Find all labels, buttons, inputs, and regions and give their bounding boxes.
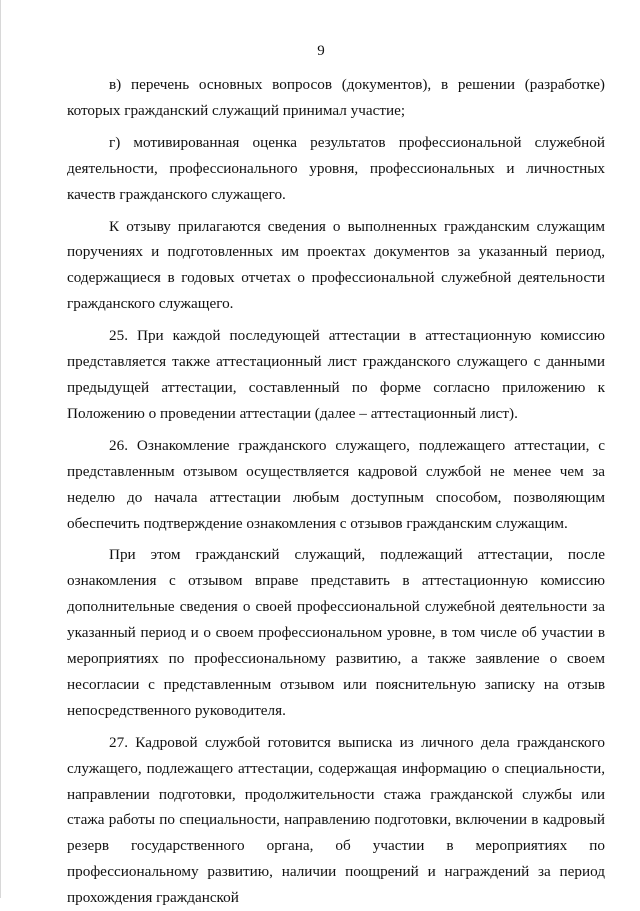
paragraph-item-v: в) перечень основных вопросов (документов), в решении (разработке) которых гражданский служащий принимал участие; — [67, 76, 605, 119]
paragraph-clause-26: 26. Ознакомление гражданского служащего, подлежащего аттестации, с представленным отзывом осуществляется кадровой службой не менее чем за неделю до начала аттестации любым доступным способом, позволяющим обеспечить подтверждение ознакомления с отзывов гражданским служащим. — [67, 436, 605, 532]
paragraph-clause-26-continued: При этом гражданский служащий, подлежащий аттестации, после ознакомления с отзывом вправе представить в аттестационную комиссию дополнительные сведения о своей профессиональной служебной деятельности за указанный период и о своем профессиональном уровне, в том числе об участии в мероприятиях по профессиональному развитию, а также заявление о своем несогласии с представленным отзывом или пояснительную записку на отзыв непосредственного руководителя. — [67, 546, 605, 719]
document-body — [67, 72, 605, 911]
paragraph-clause-25: 25. При каждой последующей аттестации в аттестационную комиссию представляется также аттестационный лист гражданского служащего с данными предыдущей аттестации, составленный по форме согласно приложению к Положению о проведении аттестации (далее – аттестационный лист). — [67, 327, 605, 422]
page-number: 9 — [317, 43, 325, 59]
paragraph-clause-27: 27. Кадровой службой готовится выписка из личного дела гражданского служащего, подлежащего аттестации, содержащая информацию о специальности, направлении подготовки, продолжительности стажа гражданской службы или стажа работы по специальности, направлению подготовки, включении в кадровый резерв государственного органа, об участии в мероприятиях по профессиональному развитию, наличии поощрений и награждений за период прохождения гражданской — [67, 733, 605, 907]
paragraph-attachments: К отзыву прилагаются сведения о выполненных гражданским служащим поручениях и подготовленных им проектах документов за указанный период, содержащиеся в годовых отчетах о профессиональной служебной деятельности гражданского служащего. — [67, 217, 605, 313]
paragraph-item-g: г) мотивированная оценка результатов профессиональной служебной деятельности, профессионального уровня, профессиональных и личностных качеств гражданского служащего. — [67, 133, 605, 203]
